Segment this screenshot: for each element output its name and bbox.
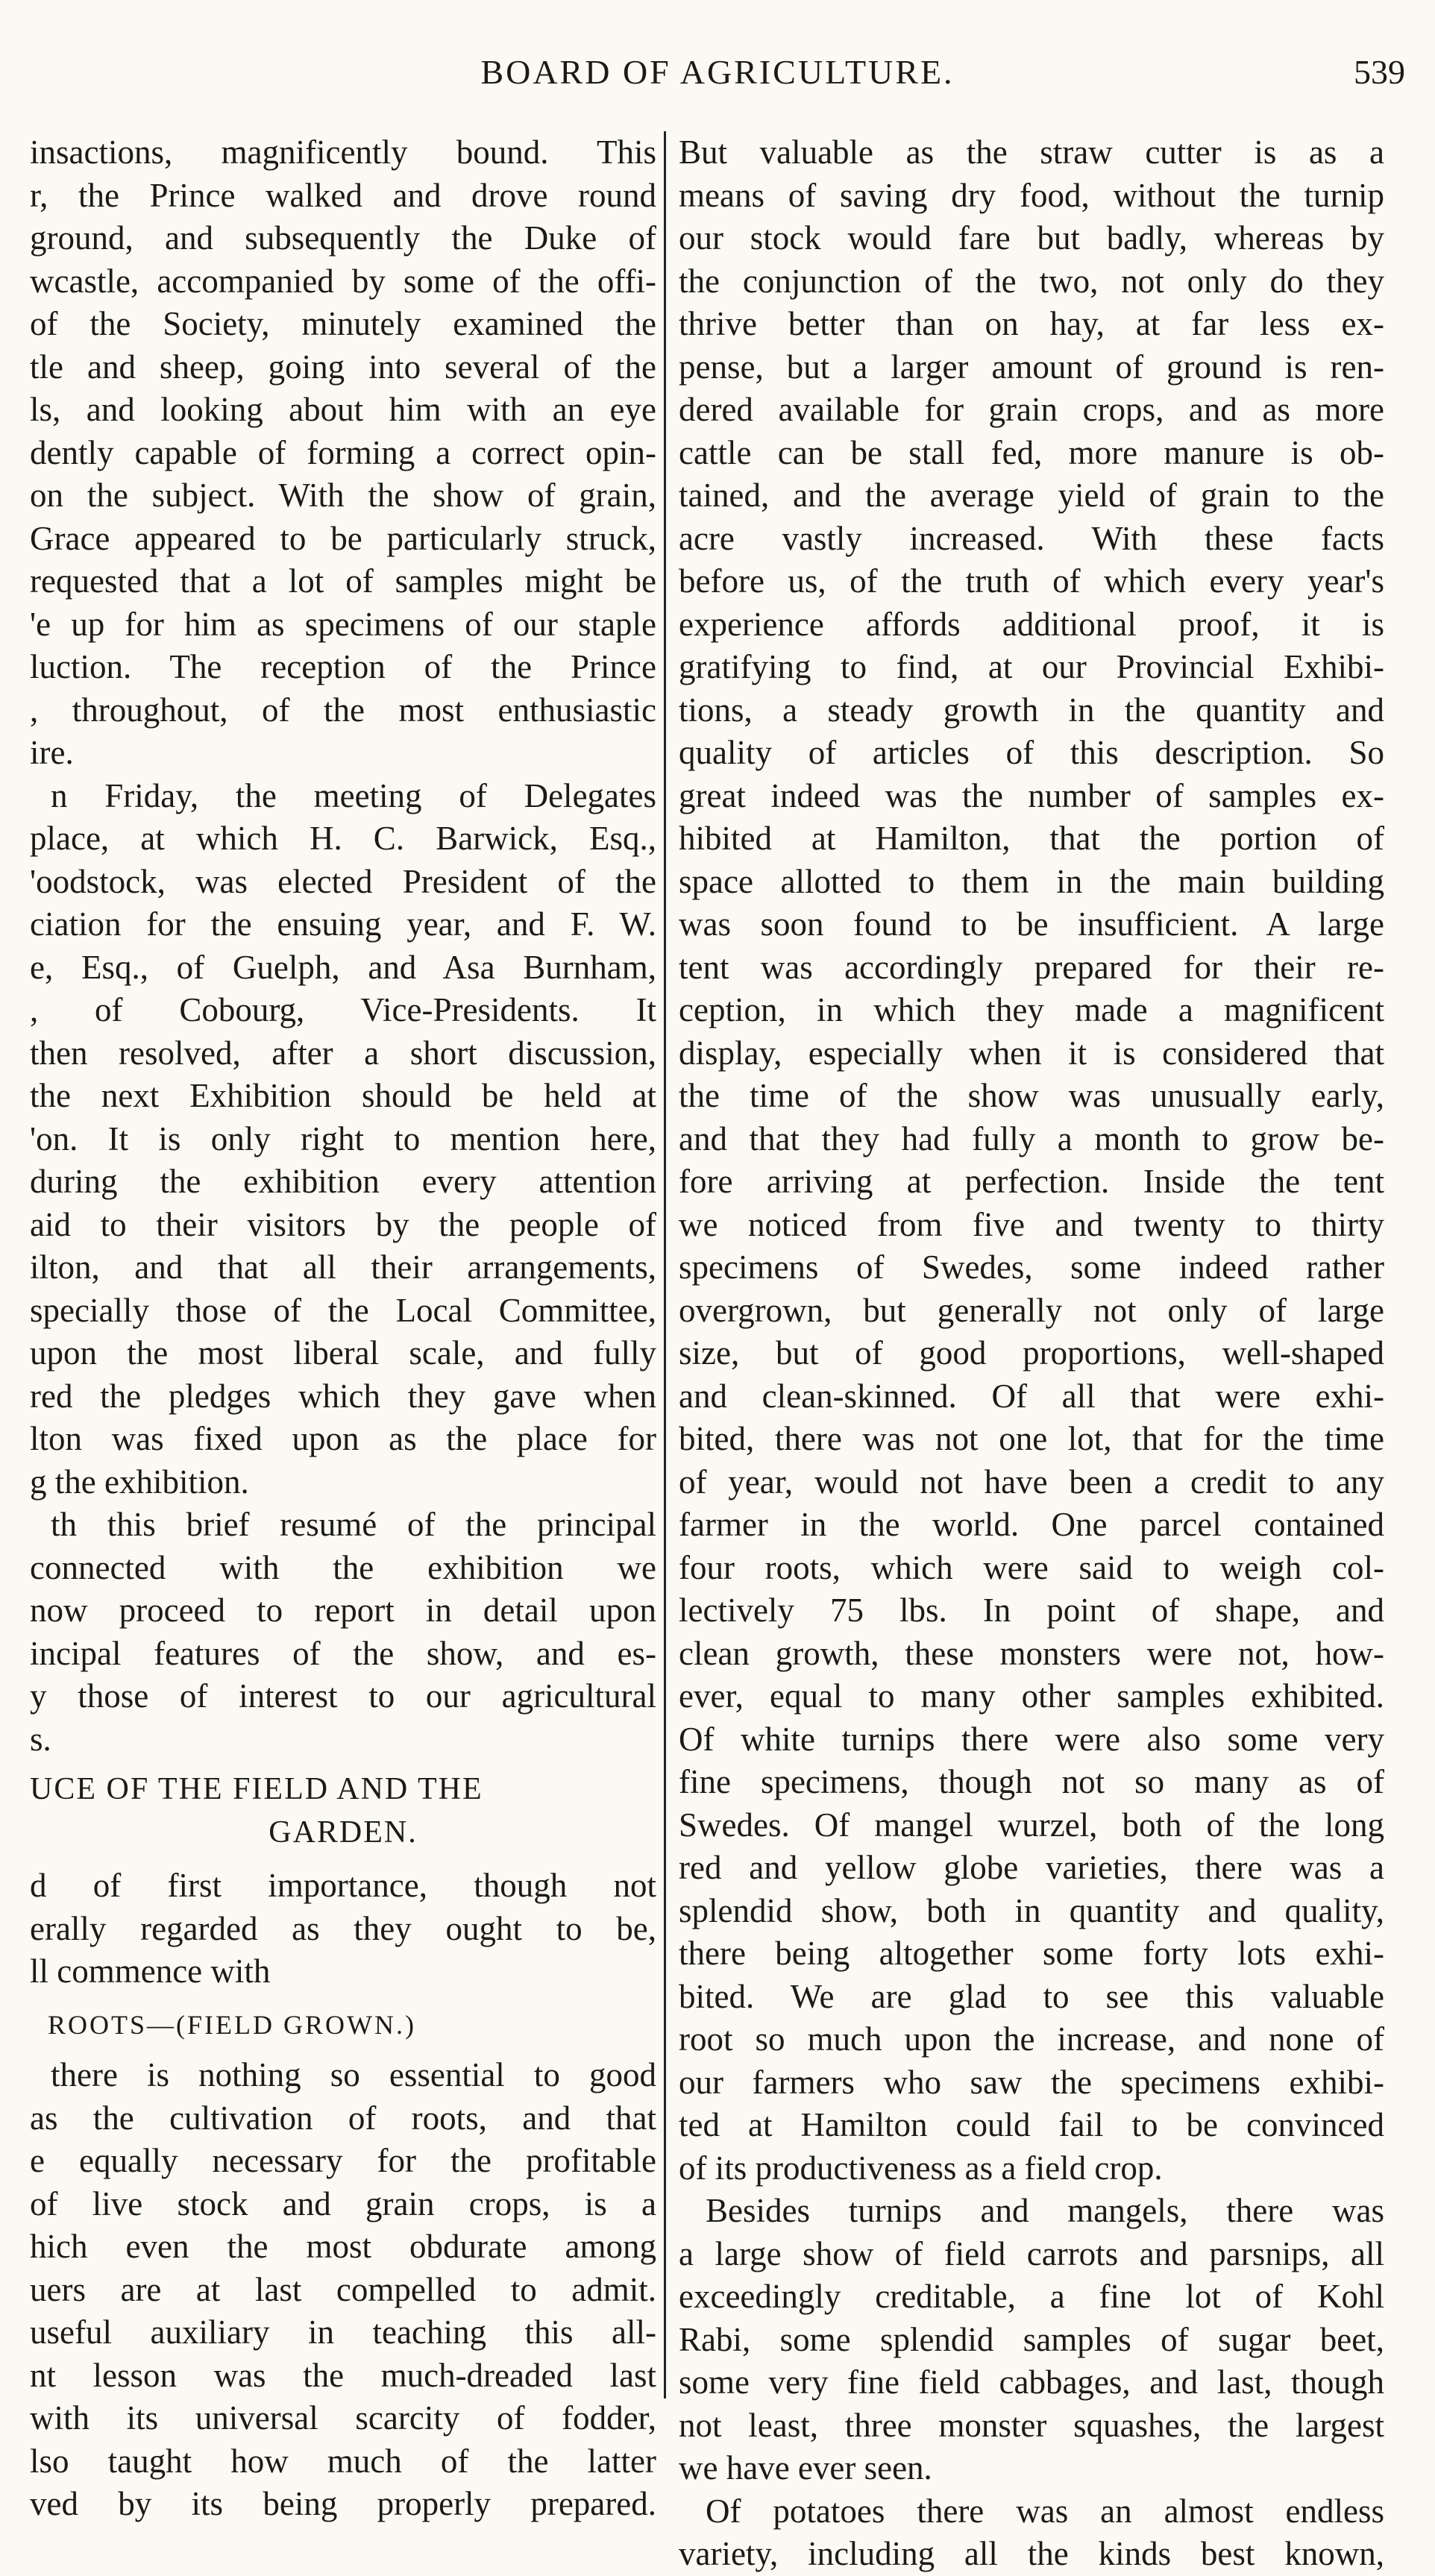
- text-line: nt lesson was the much-dreaded last: [30, 2356, 656, 2394]
- text-line: and clean-skinned. Of all that were exhi-: [679, 1377, 1384, 1415]
- text-line: n Friday, the meeting of Delegates: [51, 776, 656, 814]
- text-line: , throughout, of the most enthusiastic: [30, 691, 656, 729]
- text-line: e equally necessary for the profitable: [30, 2142, 656, 2179]
- text-line: fore arriving at perfection. Inside the tent: [679, 1163, 1384, 1200]
- text-line: 'e up for him as specimens of our staple: [30, 605, 656, 643]
- text-line: gratifying to find, at our Provincial Exhibi-: [679, 648, 1384, 685]
- text-line: ciation for the ensuing year, and F. W.: [30, 905, 656, 943]
- text-line: of live stock and grain crops, is a: [30, 2184, 656, 2222]
- text-line: as the cultivation of roots, and that: [30, 2099, 656, 2137]
- text-line: our farmers who saw the specimens exhibi-: [679, 2063, 1384, 2101]
- text-line: bited, there was not one lot, that for the time: [679, 1420, 1384, 1457]
- text-line: specially those of the Local Committee,: [30, 1291, 656, 1329]
- text-line: upon the most liberal scale, and fully: [30, 1334, 656, 1372]
- page-title: BOARD OF AGRICULTURE.: [480, 53, 955, 91]
- text-line: th this brief resumé of the principal: [51, 1506, 656, 1543]
- text-line: s.: [30, 1720, 51, 1758]
- text-line: pense, but a larger amount of ground is ren-: [679, 348, 1384, 386]
- text-line: lton was fixed upon as the place for: [30, 1420, 656, 1457]
- text-line: d of first importance, though not: [30, 1867, 656, 1904]
- text-line: there is nothing so essential to good: [51, 2056, 656, 2093]
- text-line: dered available for grain crops, and as more: [679, 391, 1384, 428]
- text-line: with its universal scarcity of fodder,: [30, 2399, 656, 2437]
- text-line: there being altogether some forty lots exhi-: [679, 1935, 1384, 1972]
- text-line: But valuable as the straw cutter is as a: [679, 133, 1384, 171]
- text-line: dently capable of forming a correct opin-: [30, 433, 656, 471]
- text-line: ls, and looking about him with an eye: [30, 391, 656, 428]
- text-line: tained, and the average yield of grain to the: [679, 477, 1384, 514]
- text-line: Of white turnips there were also some very: [679, 1720, 1384, 1758]
- text-line: the time of the show was unusually early,: [679, 1077, 1384, 1114]
- text-line: 'on. It is only right to mention here,: [30, 1119, 656, 1157]
- text-line: 'oodstock, was elected President of the: [30, 862, 656, 900]
- text-line: ved by its being properly prepared.: [30, 2485, 656, 2522]
- text-line: size, but of good proportions, well-shaped: [679, 1334, 1384, 1372]
- text-line: during the exhibition every attention: [30, 1163, 656, 1200]
- text-line: aid to their visitors by the people of: [30, 1205, 656, 1243]
- text-line: red the pledges which they gave when: [30, 1377, 656, 1415]
- text-line: four roots, which were said to weigh col-: [679, 1548, 1384, 1586]
- text-line: specimens of Swedes, some indeed rather: [679, 1248, 1384, 1286]
- text-line: ROOTS—(FIELD GROWN.): [48, 2009, 416, 2040]
- text-line: our stock would fare but badly, whereas by: [679, 219, 1384, 257]
- left-column: [30, 131, 656, 2526]
- text-line: red and yellow globe varieties, there was a: [679, 1849, 1384, 1886]
- text-line: experience affords additional proof, it is: [679, 605, 1384, 643]
- text-line: ire.: [30, 734, 74, 771]
- text-line: Swedes. Of mangel wurzel, both of the long: [679, 1806, 1384, 1844]
- text-line: e, Esq., of Guelph, and Asa Burnham,: [30, 948, 656, 986]
- text-line: tent was accordingly prepared for their re-: [679, 948, 1384, 986]
- text-line: quality of articles of this description. So: [679, 734, 1384, 771]
- text-line: lectively 75 lbs. In point of shape, and: [679, 1592, 1384, 1629]
- text-line: display, especially when it is considered that: [679, 1034, 1384, 1072]
- text-line: UCE OF THE FIELD AND THE: [30, 1772, 483, 1806]
- text-line: erally regarded as they ought to be,: [30, 1909, 656, 1947]
- spacer: [30, 1854, 656, 1865]
- text-line: place, at which H. C. Barwick, Esq.,: [30, 820, 656, 857]
- page-number: 539: [1354, 53, 1405, 91]
- text-line: great indeed was the number of samples ex-: [679, 776, 1384, 814]
- spacer: [30, 1994, 656, 2004]
- text-line: and that they had fully a month to grow be-: [679, 1119, 1384, 1157]
- text-line: not least, three monster squashes, the largest: [679, 2406, 1384, 2444]
- text-line: hich even the most obdurate among: [30, 2228, 656, 2265]
- text-line: the next Exhibition should be held at: [30, 1077, 656, 1114]
- text-line: ilton, and that all their arrangements,: [30, 1248, 656, 1286]
- text-line: GARDEN.: [269, 1815, 418, 1850]
- text-line: on the subject. With the show of grain,: [30, 477, 656, 514]
- text-line: means of saving dry food, without the turnip: [679, 176, 1384, 214]
- text-line: was soon found to be insufficient. A large: [679, 905, 1384, 943]
- text-line: space allotted to them in the main building: [679, 862, 1384, 900]
- text-line: thrive better than on hay, at far less ex-: [679, 305, 1384, 342]
- text-line: Of potatoes there was an almost endless: [706, 2492, 1384, 2530]
- text-line: Besides turnips and mangels, there was: [706, 2192, 1384, 2229]
- text-line: of its productiveness as a field crop.: [679, 2149, 1163, 2187]
- text-line: ll commence with: [30, 1953, 271, 1990]
- spacer: [30, 1761, 656, 1768]
- text-line: overgrown, but generally not only of large: [679, 1291, 1384, 1329]
- text-line: y those of interest to our agricultural: [30, 1677, 656, 1715]
- text-line: , of Cobourg, Vice-Presidents. It: [30, 991, 656, 1028]
- text-line: cattle can be stall fed, more manure is ob-: [679, 433, 1384, 471]
- text-line: hibited at Hamilton, that the portion of: [679, 820, 1384, 857]
- right-column: [679, 131, 1384, 2576]
- text-line: before us, of the truth of which every year's: [679, 562, 1384, 600]
- text-line: then resolved, after a short discussion,: [30, 1034, 656, 1072]
- text-line: clean growth, these monsters were not, how-: [679, 1634, 1384, 1672]
- text-line: insactions, magnificently bound. This: [30, 133, 656, 171]
- text-line: connected with the exhibition we: [30, 1548, 656, 1586]
- text-line: ted at Hamilton could fail to be convinced: [679, 2106, 1384, 2143]
- text-line: some very fine field cabbages, and last, though: [679, 2363, 1384, 2401]
- text-line: of the Society, minutely examined the: [30, 305, 656, 342]
- text-line: acre vastly increased. With these facts: [679, 519, 1384, 557]
- text-line: Rabi, some splendid samples of sugar beet,: [679, 2320, 1384, 2358]
- text-line: ground, and subsequently the Duke of: [30, 219, 656, 257]
- text-line: farmer in the world. One parcel contained: [679, 1506, 1384, 1543]
- text-line: luction. The reception of the Prince: [30, 648, 656, 685]
- text-line: fine specimens, though not so many as of: [679, 1763, 1384, 1800]
- text-line: we noticed from five and twenty to thirty: [679, 1205, 1384, 1243]
- text-line: we have ever seen.: [679, 2449, 932, 2487]
- text-line: requested that a lot of samples might be: [30, 562, 656, 600]
- text-line: exceedingly creditable, a fine lot of Kohl: [679, 2278, 1384, 2315]
- text-line: bited. We are glad to see this valuable: [679, 1977, 1384, 2015]
- text-line: uers are at last compelled to admit.: [30, 2270, 656, 2308]
- text-line: incipal features of the show, and es-: [30, 1634, 656, 1672]
- text-line: the conjunction of the two, not only do they: [679, 262, 1384, 300]
- text-line: of year, would not have been a credit to any: [679, 1463, 1384, 1501]
- text-line: lso taught how much of the latter: [30, 2442, 656, 2480]
- text-line: useful auxiliary in teaching this all-: [30, 2313, 656, 2351]
- text-line: splendid show, both in quantity and quality,: [679, 1891, 1384, 1929]
- text-line: g the exhibition.: [30, 1463, 249, 1501]
- text-line: Grace appeared to be particularly struck,: [30, 519, 656, 557]
- text-line: variety, including all the kinds best known,: [679, 2535, 1384, 2572]
- text-line: root so much upon the increase, and none of: [679, 2020, 1384, 2058]
- column-rule: [664, 131, 666, 2398]
- text-line: ever, equal to many other samples exhibited.: [679, 1677, 1384, 1715]
- spacer: [30, 2046, 656, 2054]
- running-head: [30, 42, 1405, 109]
- text-line: now proceed to report in detail upon: [30, 1592, 656, 1629]
- text-line: tle and sheep, going into several of the: [30, 348, 656, 386]
- text-line: r, the Prince walked and drove round: [30, 176, 656, 214]
- text-line: tions, a steady growth in the quantity and: [679, 691, 1384, 729]
- text-line: ception, in which they made a magnificent: [679, 991, 1384, 1028]
- text-line: wcastle, accompanied by some of the offi-: [30, 262, 656, 300]
- text-line: a large show of field carrots and parsnips, all: [679, 2234, 1384, 2272]
